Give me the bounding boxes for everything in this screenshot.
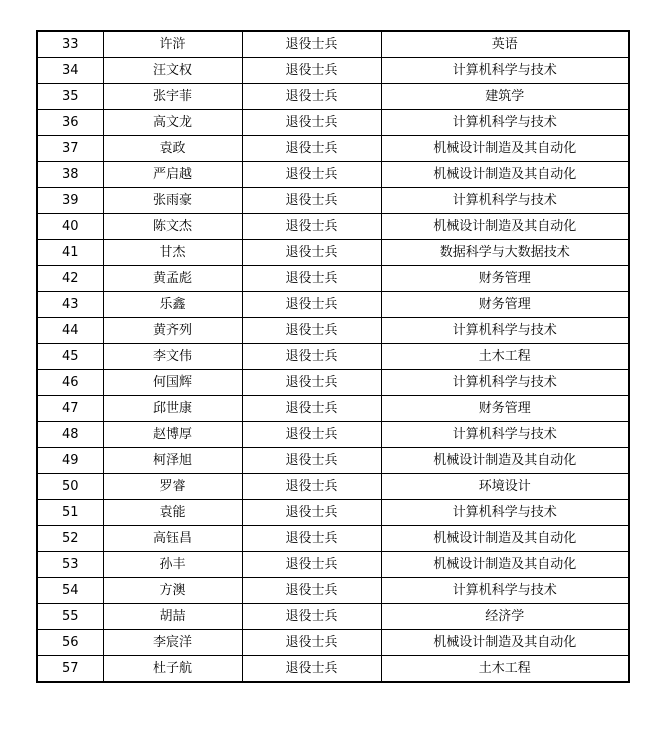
category-cell: 退役士兵 <box>242 656 381 683</box>
category-cell: 退役士兵 <box>242 188 381 214</box>
category-cell: 退役士兵 <box>242 214 381 240</box>
category-cell: 退役士兵 <box>242 240 381 266</box>
roster-table-body <box>37 31 629 682</box>
student-name-cell: 袁政 <box>103 136 242 162</box>
category-cell: 退役士兵 <box>242 292 381 318</box>
major-cell: 建筑学 <box>381 84 629 110</box>
major-cell: 计算机科学与技术 <box>381 422 629 448</box>
row-number-cell: 45 <box>37 344 103 370</box>
major-cell: 计算机科学与技术 <box>381 188 629 214</box>
category-cell: 退役士兵 <box>242 552 381 578</box>
row-number-cell: 52 <box>37 526 103 552</box>
row-number-cell: 33 <box>37 31 103 58</box>
student-name-cell: 乐鑫 <box>103 292 242 318</box>
row-number-cell: 36 <box>37 110 103 136</box>
major-cell: 机械设计制造及其自动化 <box>381 448 629 474</box>
row-number-cell: 39 <box>37 188 103 214</box>
student-name-cell: 甘杰 <box>103 240 242 266</box>
row-number-cell: 44 <box>37 318 103 344</box>
student-name-cell: 方澳 <box>103 578 242 604</box>
category-cell: 退役士兵 <box>242 578 381 604</box>
row-number-cell: 50 <box>37 474 103 500</box>
category-cell: 退役士兵 <box>242 396 381 422</box>
major-cell: 机械设计制造及其自动化 <box>381 526 629 552</box>
student-name-cell: 高钰昌 <box>103 526 242 552</box>
category-cell: 退役士兵 <box>242 110 381 136</box>
category-cell: 退役士兵 <box>242 162 381 188</box>
category-cell: 退役士兵 <box>242 422 381 448</box>
row-number-cell: 38 <box>37 162 103 188</box>
table-row <box>37 240 629 266</box>
row-number-cell: 37 <box>37 136 103 162</box>
table-row <box>37 214 629 240</box>
table-row <box>37 604 629 630</box>
table-row <box>37 474 629 500</box>
student-name-cell: 张雨豪 <box>103 188 242 214</box>
table-row <box>37 110 629 136</box>
student-name-cell: 杜子航 <box>103 656 242 683</box>
category-cell: 退役士兵 <box>242 266 381 292</box>
category-cell: 退役士兵 <box>242 370 381 396</box>
category-cell: 退役士兵 <box>242 318 381 344</box>
row-number-cell: 51 <box>37 500 103 526</box>
table-row <box>37 188 629 214</box>
student-name-cell: 邱世康 <box>103 396 242 422</box>
major-cell: 计算机科学与技术 <box>381 318 629 344</box>
student-name-cell: 孙丰 <box>103 552 242 578</box>
student-name-cell: 赵博厚 <box>103 422 242 448</box>
row-number-cell: 57 <box>37 656 103 683</box>
student-name-cell: 张宇菲 <box>103 84 242 110</box>
major-cell: 英语 <box>381 31 629 58</box>
table-row <box>37 552 629 578</box>
student-name-cell: 李文伟 <box>103 344 242 370</box>
table-row <box>37 84 629 110</box>
major-cell: 机械设计制造及其自动化 <box>381 630 629 656</box>
table-row <box>37 526 629 552</box>
category-cell: 退役士兵 <box>242 344 381 370</box>
row-number-cell: 46 <box>37 370 103 396</box>
table-row <box>37 630 629 656</box>
table-row <box>37 422 629 448</box>
category-cell: 退役士兵 <box>242 500 381 526</box>
table-row <box>37 292 629 318</box>
major-cell: 机械设计制造及其自动化 <box>381 136 629 162</box>
row-number-cell: 35 <box>37 84 103 110</box>
table-row <box>37 136 629 162</box>
table-row <box>37 448 629 474</box>
row-number-cell: 43 <box>37 292 103 318</box>
student-name-cell: 柯泽旭 <box>103 448 242 474</box>
table-row <box>37 162 629 188</box>
student-name-cell: 严启越 <box>103 162 242 188</box>
major-cell: 机械设计制造及其自动化 <box>381 552 629 578</box>
student-name-cell: 高文龙 <box>103 110 242 136</box>
category-cell: 退役士兵 <box>242 448 381 474</box>
row-number-cell: 48 <box>37 422 103 448</box>
row-number-cell: 34 <box>37 58 103 84</box>
major-cell: 计算机科学与技术 <box>381 578 629 604</box>
row-number-cell: 41 <box>37 240 103 266</box>
major-cell: 计算机科学与技术 <box>381 370 629 396</box>
major-cell: 机械设计制造及其自动化 <box>381 162 629 188</box>
major-cell: 财务管理 <box>381 266 629 292</box>
row-number-cell: 49 <box>37 448 103 474</box>
table-row <box>37 656 629 683</box>
table-row <box>37 266 629 292</box>
student-name-cell: 罗睿 <box>103 474 242 500</box>
major-cell: 财务管理 <box>381 292 629 318</box>
row-number-cell: 54 <box>37 578 103 604</box>
student-name-cell: 李宸洋 <box>103 630 242 656</box>
major-cell: 经济学 <box>381 604 629 630</box>
category-cell: 退役士兵 <box>242 630 381 656</box>
student-name-cell: 汪文权 <box>103 58 242 84</box>
table-row <box>37 344 629 370</box>
row-number-cell: 47 <box>37 396 103 422</box>
major-cell: 计算机科学与技术 <box>381 110 629 136</box>
table-row <box>37 31 629 58</box>
roster-table <box>36 30 630 683</box>
major-cell: 计算机科学与技术 <box>381 58 629 84</box>
row-number-cell: 55 <box>37 604 103 630</box>
major-cell: 土木工程 <box>381 344 629 370</box>
row-number-cell: 40 <box>37 214 103 240</box>
row-number-cell: 56 <box>37 630 103 656</box>
category-cell: 退役士兵 <box>242 604 381 630</box>
category-cell: 退役士兵 <box>242 31 381 58</box>
student-name-cell: 黄齐列 <box>103 318 242 344</box>
table-row <box>37 578 629 604</box>
category-cell: 退役士兵 <box>242 526 381 552</box>
table-row <box>37 318 629 344</box>
major-cell: 计算机科学与技术 <box>381 500 629 526</box>
student-name-cell: 胡喆 <box>103 604 242 630</box>
student-name-cell: 袁能 <box>103 500 242 526</box>
category-cell: 退役士兵 <box>242 58 381 84</box>
table-row <box>37 58 629 84</box>
major-cell: 环境设计 <box>381 474 629 500</box>
student-name-cell: 黄孟彪 <box>103 266 242 292</box>
major-cell: 财务管理 <box>381 396 629 422</box>
table-row <box>37 396 629 422</box>
row-number-cell: 53 <box>37 552 103 578</box>
major-cell: 数据科学与大数据技术 <box>381 240 629 266</box>
student-name-cell: 许浒 <box>103 31 242 58</box>
major-cell: 土木工程 <box>381 656 629 683</box>
category-cell: 退役士兵 <box>242 474 381 500</box>
category-cell: 退役士兵 <box>242 84 381 110</box>
category-cell: 退役士兵 <box>242 136 381 162</box>
row-number-cell: 42 <box>37 266 103 292</box>
student-name-cell: 何国辉 <box>103 370 242 396</box>
student-name-cell: 陈文杰 <box>103 214 242 240</box>
table-row <box>37 500 629 526</box>
major-cell: 机械设计制造及其自动化 <box>381 214 629 240</box>
table-row <box>37 370 629 396</box>
